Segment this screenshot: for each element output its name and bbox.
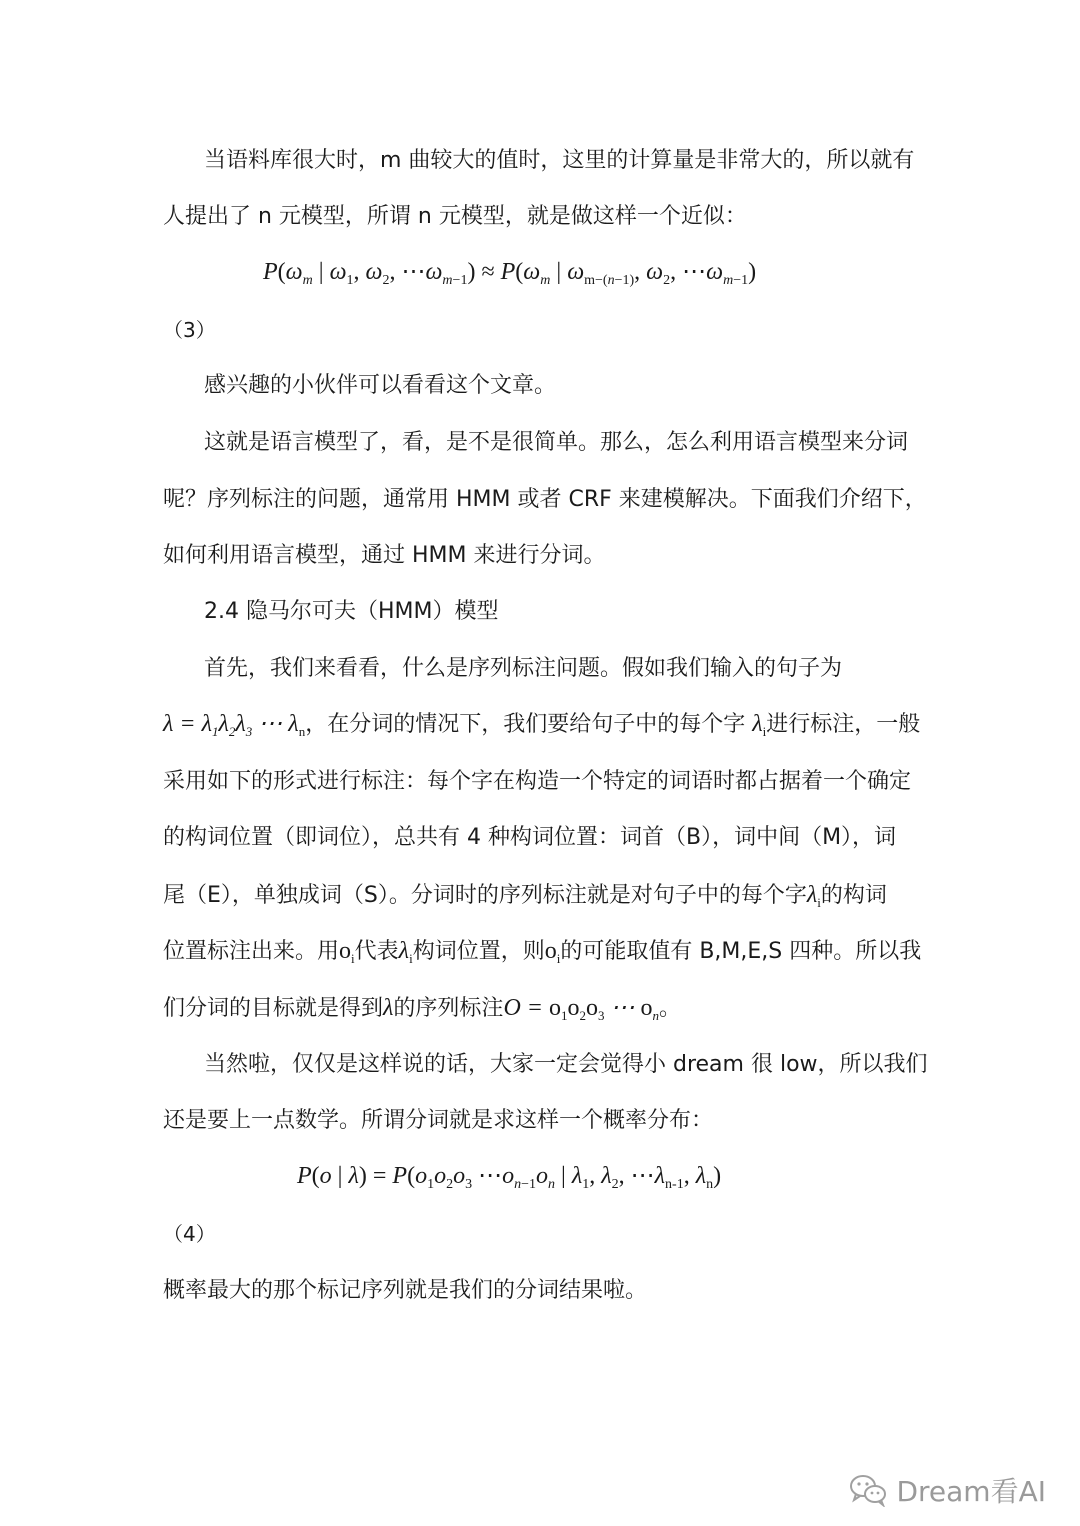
paragraph-text: 的构词位置（即词位），总共有 4 种构词位置：词首（B），词中间（M），词 bbox=[163, 825, 897, 850]
paragraph-text: $\lambda = \lambda_1\lambda_2\lambda_3$ ⋯ $\lambda_n$，在分词的情况下，我们要给句子中的每个字 $\lambda_i$进行标注，一般 bbox=[163, 711, 921, 739]
paragraph-text: 采用如下的形式进行标注：每个字在构造一个特定的词语时都占据着一个确定 bbox=[163, 769, 912, 794]
formula-4: P(o | $\lambda) = P(o_1o_2o_3$ $\cdots o_{n-1}o_n$ | $\lambda_1$, $\lambda_2$, $\cdots\lambda_{n-1}$, $\lambda_n$) bbox=[297, 1163, 722, 1192]
paragraph-text: 们分词的目标就是得到λ的序列标注$O = o_1o_2o_3$ ⋯ $o_n$。 bbox=[163, 995, 681, 1023]
paragraph-text: 首先，我们来看看，什么是序列标注问题。假如我们输入的句子为 bbox=[204, 656, 843, 681]
formula-3: $P(\omega_m$ | $\omega_1$, $\omega_2$, $\cdots\omega_{m-1}) \approx P(\omega_m$ | $\omega_{m-(n-1)}$, $\omega_2$, $\cdots\omega_{m-1}$) bbox=[263, 259, 757, 288]
paragraph-text: 感兴趣的小伙伴可以看看这个文章。 bbox=[204, 373, 557, 398]
o-sequence-formula: $O = o_1o_2o_3$ ⋯ $o_n$ bbox=[503, 995, 659, 1023]
o-i-symbol: $o_i$ bbox=[339, 938, 355, 966]
paragraph-text: 尾（E），单独成词（S）。分词时的序列标注就是对句子中的每个字$\lambda_i$的构词 bbox=[163, 882, 887, 910]
paragraph-text: 如何利用语言模型，通过 HMM 来进行分词。 bbox=[163, 543, 606, 568]
paragraph-text: 位置标注出来。用$o_i$代表$\lambda_i$构词位置，则$o_i$的可能取值有 B,M,E,S 四种。所以我 bbox=[163, 938, 922, 966]
lambda-i-symbol: $\lambda_i$ bbox=[398, 938, 413, 966]
section-heading: 2.4 隐马尔可夫（HMM）模型 bbox=[204, 599, 499, 624]
paragraph-text: 这就是语言模型了，看，是不是很简单。那么，怎么利用语言模型来分词 bbox=[204, 430, 909, 455]
paragraph-text: 呢？序列标注的问题，通常用 HMM 或者 CRF 来建模解决。下面我们介绍下， bbox=[163, 487, 927, 512]
equation-number: （3） bbox=[163, 318, 216, 342]
lambda-i-symbol: $\lambda_i$ bbox=[806, 882, 821, 910]
paragraph-text: 当语料库很大时，m 曲较大的值时，这里的计算量是非常大的，所以就有 bbox=[204, 148, 915, 173]
lambda-sequence-formula: $\lambda = \lambda_1\lambda_2\lambda_3$ ⋯ $\lambda_n$ bbox=[163, 711, 306, 739]
lambda-symbol: λ bbox=[383, 995, 394, 1021]
equation-number: （4） bbox=[163, 1222, 216, 1246]
paragraph-text: 人提出了 n 元模型，所谓 n 元模型，就是做这样一个近似： bbox=[163, 204, 747, 229]
o-i-symbol: $o_i$ bbox=[544, 938, 561, 966]
lambda-i-symbol: $\lambda_i$ bbox=[752, 711, 767, 739]
paragraph-text: 概率最大的那个标记序列就是我们的分词结果啦。 bbox=[163, 1278, 648, 1303]
watermark-text: Dream看AI bbox=[896, 1475, 1046, 1508]
paragraph-text: 还是要上一点数学。所谓分词就是求这样一个概率分布： bbox=[163, 1108, 714, 1133]
wechat-icon bbox=[848, 1473, 888, 1507]
paragraph-text: 当然啦，仅仅是这样说的话，大家一定会觉得小 dream 很 low，所以我们 bbox=[204, 1052, 928, 1077]
watermark bbox=[848, 1470, 1046, 1510]
